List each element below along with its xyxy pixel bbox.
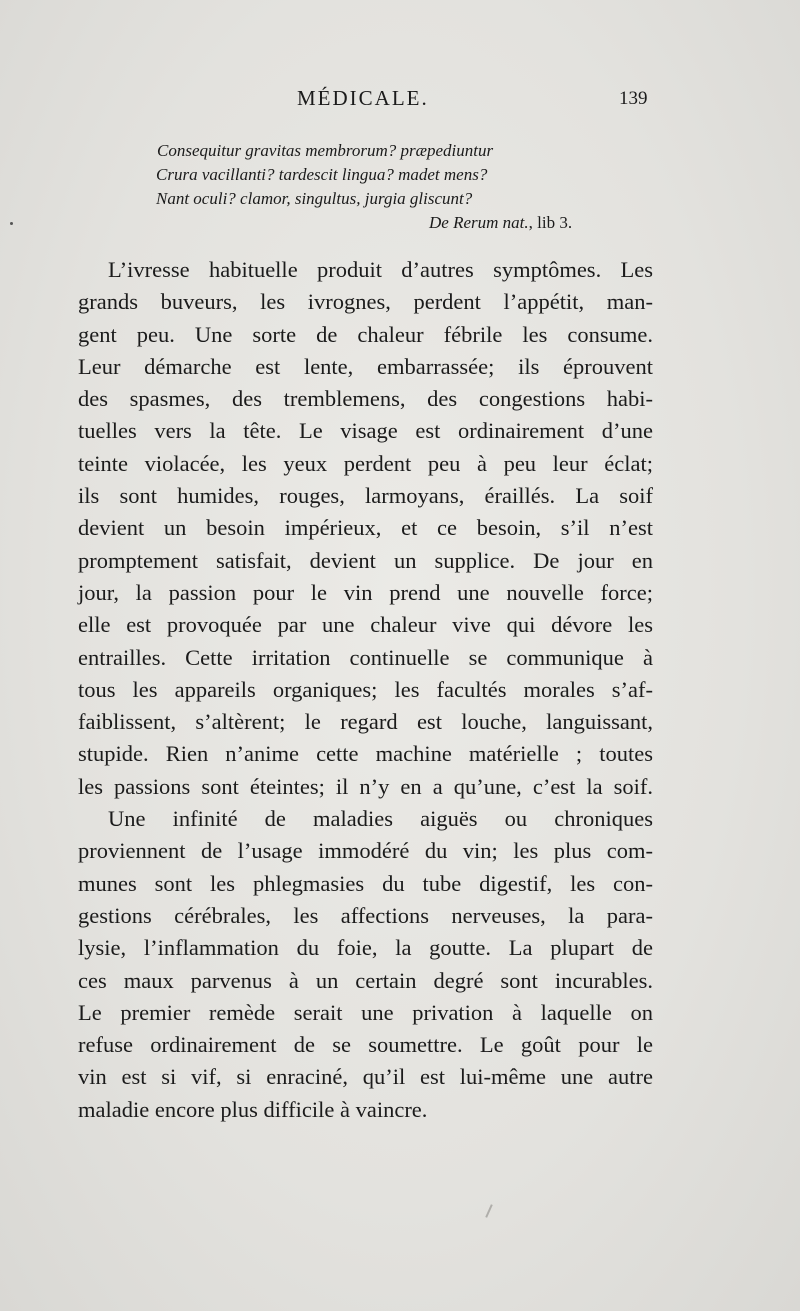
text-line: tous les appareils organiques; les facultés morales s’af- xyxy=(78,676,653,702)
text-line: gent peu. Une sorte de chaleur fébrile les consume. xyxy=(78,321,653,347)
text-line: ils sont humides, rouges, larmoyans, éraillés. La soif xyxy=(78,483,653,509)
text-line: Le premier remède serait une privation à laquelle on xyxy=(78,999,653,1025)
epigraph-line: Nant oculi? clamor, singultus, jurgia gliscunt? xyxy=(156,189,473,208)
source-reference: , lib 3. xyxy=(528,213,573,232)
margin-speck xyxy=(10,222,13,225)
page-header xyxy=(0,86,800,116)
page-number: 139 xyxy=(619,88,648,109)
epigraph-line: Consequitur gravitas membrorum? præpediuntur xyxy=(157,141,494,160)
text-line: promptement satisfait, devient un supplice. De jour en xyxy=(78,547,653,573)
text-line: tuelles vers la tête. Le visage est ordinairement d’une xyxy=(78,418,653,444)
text-line: gestions cérébrales, les affections nerveuses, la para- xyxy=(78,902,653,928)
text-line: teinte violacée, les yeux perdent peu à peu leur éclat; xyxy=(78,450,653,476)
stray-ink-mark xyxy=(485,1204,493,1218)
text-line: Une infinité de maladies aiguës ou chroniques xyxy=(108,806,653,832)
text-line: entrailles. Cette irritation continuelle se communique à xyxy=(78,644,653,670)
text-line: faiblissent, s’altèrent; le regard est louche, languissant, xyxy=(78,709,653,735)
text-line: les passions sont éteintes; il n’y en a qu’une, c’est la soif. xyxy=(78,773,653,799)
text-line: maladie encore plus difficile à vaincre. xyxy=(78,1096,428,1122)
text-line: grands buveurs, les ivrognes, perdent l’appétit, man- xyxy=(78,289,653,315)
text-line: munes sont les phlegmasies du tube digestif, les con- xyxy=(78,870,653,896)
text-line: elle est provoquée par une chaleur vive qui dévore les xyxy=(78,612,653,638)
text-line: des spasmes, des tremblemens, des congestions habi- xyxy=(78,386,653,412)
text-line: Leur démarche est lente, embarrassée; ils éprouvent xyxy=(78,353,653,379)
text-line: lysie, l’inflammation du foie, la goutte. La plupart de xyxy=(78,935,653,961)
text-line: proviennent de l’usage immodéré du vin; les plus com- xyxy=(78,838,653,864)
text-line: stupide. Rien n’anime cette machine matérielle ; toutes xyxy=(78,741,653,767)
text-line: devient un besoin impérieux, et ce besoin, s’il n’est xyxy=(78,515,653,541)
text-line: L’ivresse habituelle produit d’autres symptômes. Les xyxy=(108,257,653,282)
paragraph-2 xyxy=(78,803,653,1126)
source-title: De Rerum nat. xyxy=(429,213,529,232)
running-head: MÉDICALE. xyxy=(297,86,429,110)
body-text xyxy=(78,254,653,1126)
text-line: ces maux parvenus à un certain degré sont incurables. xyxy=(78,967,653,993)
text-line: refuse ordinairement de se soumettre. Le goût pour le xyxy=(78,1032,653,1058)
paragraph-1 xyxy=(78,254,653,803)
epigraph-line: Crura vacillanti? tardescit lingua? madet mens? xyxy=(156,165,488,184)
text-line: vin est si vif, si enraciné, qu’il est lui-même une autre xyxy=(78,1064,653,1090)
text-line: jour, la passion pour le vin prend une nouvelle force; xyxy=(78,579,653,605)
epigraph-source xyxy=(429,213,572,233)
